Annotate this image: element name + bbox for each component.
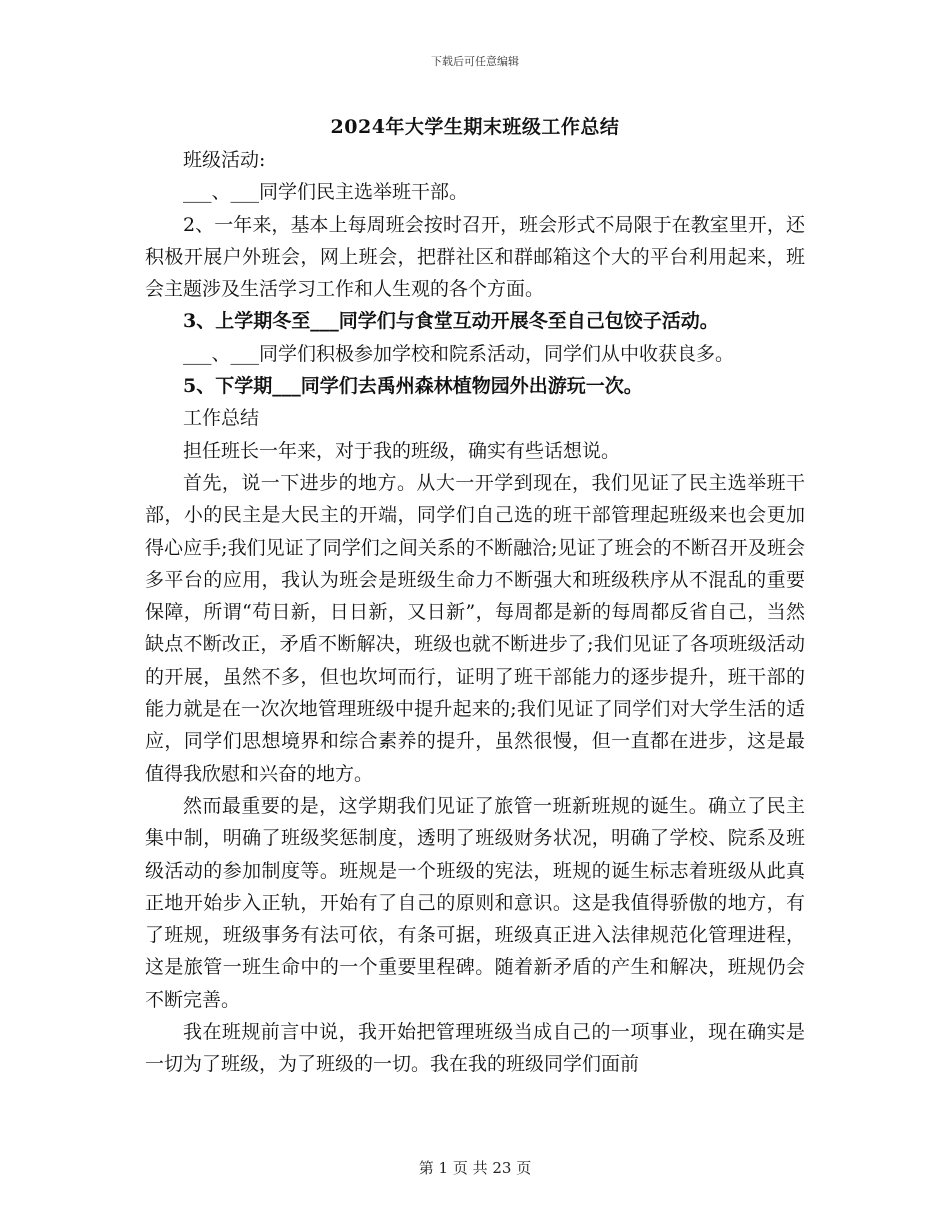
body-paragraph: 3、上学期冬至___同学们与食堂互动开展冬至自己包饺子活动。 [183,310,719,333]
body-paragraph: 班级活动: [183,149,266,171]
body-paragraph: 首先，说一下进步的地方。从大一开学到现在，我们见证了民主选举班干部，小的民主是大民主的开端，同学们自己选的班干部管理起班级来也会更加得心应手;我们见证了同学们之间关系的不断融洽;见证了班会的不断召开及班会多平台的应用，我认为班会是班级生命力不断强大和班级秩序从不混乱的重要保障，所谓“苟日新，日日新，又日新”，每周都是新的每周都反省自己，当然缺点不断改正，矛盾不断解决，班级也就不断进步了;我们见证了各项班级活动的开展，虽然不多，但也坎坷而行，证明了班干部能力的逐步提升，班干部的能力就是在一次次地管理班级中提升起来的;我们见证了同学们对大学生活的适应，同学们思想境界和综合素养的提升，虽然很慢，但一直都在进步，这是最值得我欣慰和兴奋的地方。 [145,471,805,785]
body-paragraph: 然而最重要的是，这学期我们见证了旅管一班新班规的诞生。确立了民主集中制，明确了班级奖惩制度，透明了班级财务状况，明确了学校、院系及班级活动的参加制度等。班规是一个班级的宪法，班规的诞生标志着班级从此真正地开始步入正轨，开始有了自己的原则和意识。这是我值得骄傲的地方，有了班规，班级事务有法可依，有条可据，班级真正进入法律规范化管理进程，这是旅管一班生命中的一个重要里程碑。随着新矛盾的产生和解决，班规仍会不断完善。 [145,794,805,1011]
page-number-footer: 第 1 页 共 23 页 [418,1159,532,1177]
body-paragraph: 我在班规前言中说，我开始把管理班级当成自己的一项事业，现在确实是一切为了班级，为了班级的一切。我在我的班级同学们面前 [145,1021,805,1076]
body-paragraph: 工作总结 [183,407,260,430]
body-paragraph: ___、___同学们积极参加学校和院系活动，同学们从中收获良多。 [183,342,735,365]
body-paragraph: 担任班长一年来，对于我的班级，确实有些话想说。 [183,439,621,462]
body-paragraph: ___、___同学们民主选举班干部。 [183,181,469,204]
page-header-note: 下载后可任意编辑 [431,55,519,68]
body-paragraph: 5、下学期___同学们去禹州森林植物园外出游玩一次。 [183,375,643,398]
body-paragraph: 2、一年来，基本上每周班会按时召开，班会形式不局限于在教室里开，还积极开展户外班会，网上班会，把群社区和群邮箱这个大的平台利用起来，班会主题涉及生活学习工作和人生观的各个方面。 [145,213,805,301]
document-title: 2024年大学生期末班级工作总结 [330,116,620,138]
document-body [145,144,805,1081]
